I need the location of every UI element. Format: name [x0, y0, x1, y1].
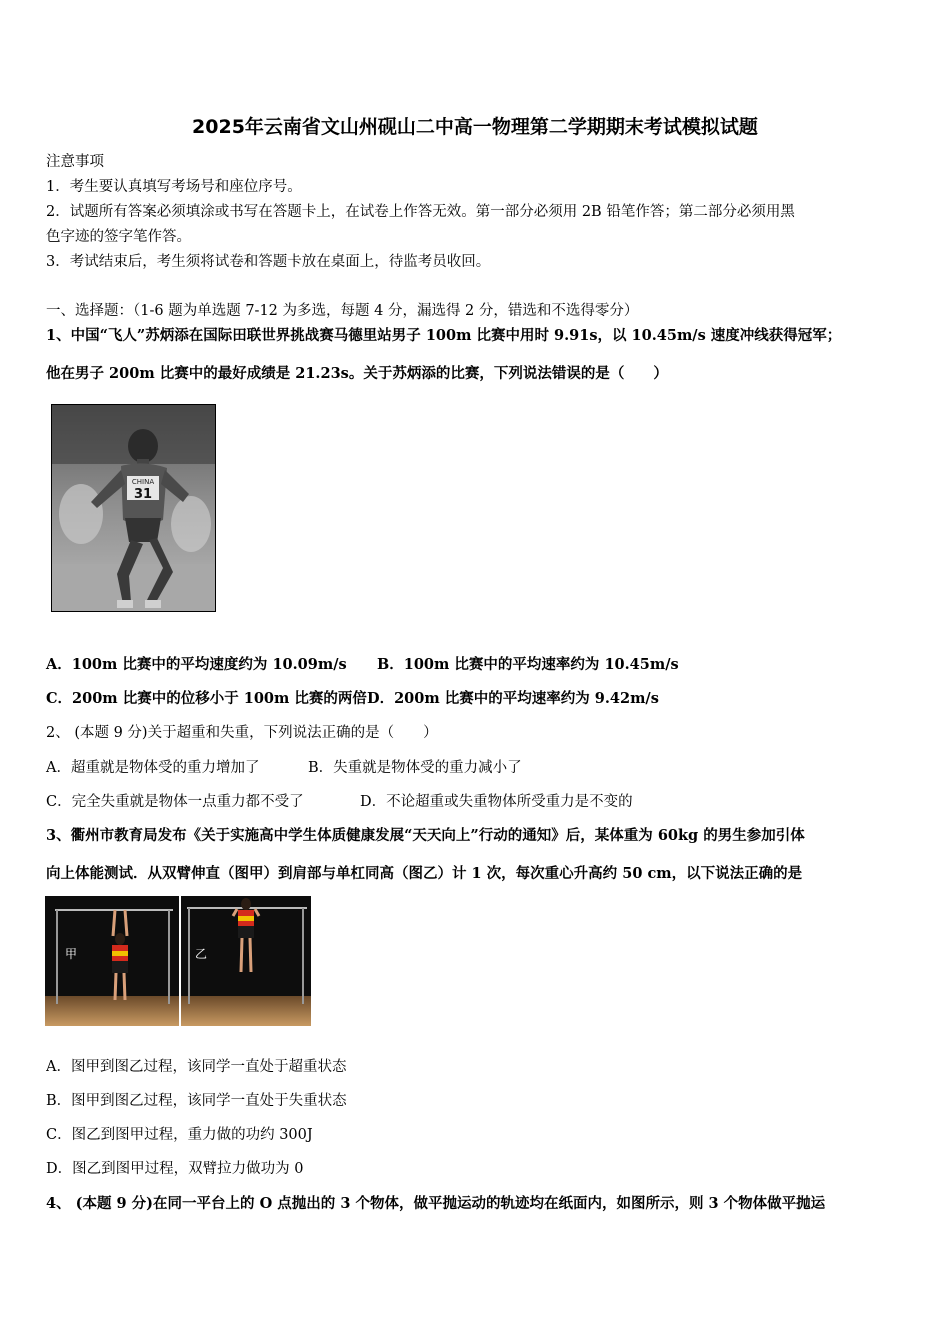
- q1-stem-line1: 1、中国“飞人”苏炳添在国际田联世界挑战赛马德里站男子 100m 比赛中用时 9.91s，以 10.45m/s 速度冲线获得冠军；: [46, 327, 842, 344]
- runner-bib-text: CHINA: [131, 478, 155, 486]
- q3-option-d: D．图乙到图甲过程，双臂拉力做功为 0: [46, 1161, 304, 1177]
- q3-stem-line2: 向上体能测试．从双臂伸直（图甲）到肩部与单杠同高（图乙）计 1 次，每次重心升高约 50 cm，以下说法正确的是: [46, 865, 803, 882]
- runner-bib-number: 31: [133, 487, 153, 502]
- sprinter-photo: [51, 404, 216, 612]
- q1-stem-line2: 他在男子 200m 比赛中的最好成绩是 21.23s。关于苏炳添的比赛，下列说法错误的是（ ）: [46, 365, 668, 382]
- q1-option-d: D．200m 比赛中的平均速率约为 9.42m/s: [367, 690, 659, 707]
- q3-option-a: A．图甲到图乙过程，该同学一直处于超重状态: [46, 1059, 347, 1075]
- q3-option-c: C．图乙到图甲过程，重力做的功约 300J: [46, 1127, 313, 1143]
- notice-item-3: 3．考试结束后，考生须将试卷和答题卡放在桌面上，待监考员收回。: [46, 254, 491, 270]
- q2-option-c: C．完全失重就是物体一点重力都不受了: [46, 794, 304, 810]
- q2-option-d: D．不论超重或失重物体所受重力是不变的: [360, 794, 633, 810]
- q1-option-a: A．100m 比赛中的平均速度约为 10.09m/s: [46, 656, 347, 673]
- pullup-photo: [45, 896, 311, 1026]
- notice-item-2-cont: 色字迹的签字笔作答。: [46, 229, 191, 245]
- q1-option-b: B．100m 比赛中的平均速率约为 10.45m/s: [377, 656, 679, 673]
- notice-heading: 注意事项: [46, 154, 104, 170]
- q3-option-b: B．图甲到图乙过程，该同学一直处于失重状态: [46, 1093, 347, 1109]
- notice-item-2: 2．试题所有答案必须填涂或书写在答题卡上，在试卷上作答无效。第一部分必须用 2B 铅笔作答；第二部分必须用黑: [46, 204, 795, 220]
- q2-stem: 2、 (本题 9 分)关于超重和失重，下列说法正确的是（ ）: [46, 725, 438, 741]
- q3-stem-line1: 3、衢州市教育局发布《关于实施高中学生体质健康发展“天天向上”行动的通知》后，某体重为 60kg 的男生参加引体: [46, 827, 805, 844]
- q1-option-c: C．200m 比赛中的位移小于 100m 比赛的两倍: [46, 690, 367, 707]
- q2-option-a: A．超重就是物体受的重力增加了: [46, 760, 260, 776]
- label-jia: 甲: [65, 947, 78, 961]
- exam-title: 2025年云南省文山州砚山二中高一物理第二学期期末考试模拟试题: [192, 116, 758, 138]
- section-heading: 一、选择题：（1-6 题为单选题 7-12 为多选，每题 4 分，漏选得 2 分，错选和不选得零分）: [46, 303, 639, 319]
- notice-item-1: 1．考生要认真填写考场号和座位序号。: [46, 179, 302, 195]
- q4-stem: 4、 (本题 9 分)在同一平台上的 O 点抛出的 3 个物体，做平抛运动的轨迹均在纸面内，如图所示，则 3 个物体做平抛运: [46, 1195, 826, 1212]
- q2-option-b: B．失重就是物体受的重力减小了: [308, 760, 522, 776]
- label-yi: 乙: [195, 947, 208, 961]
